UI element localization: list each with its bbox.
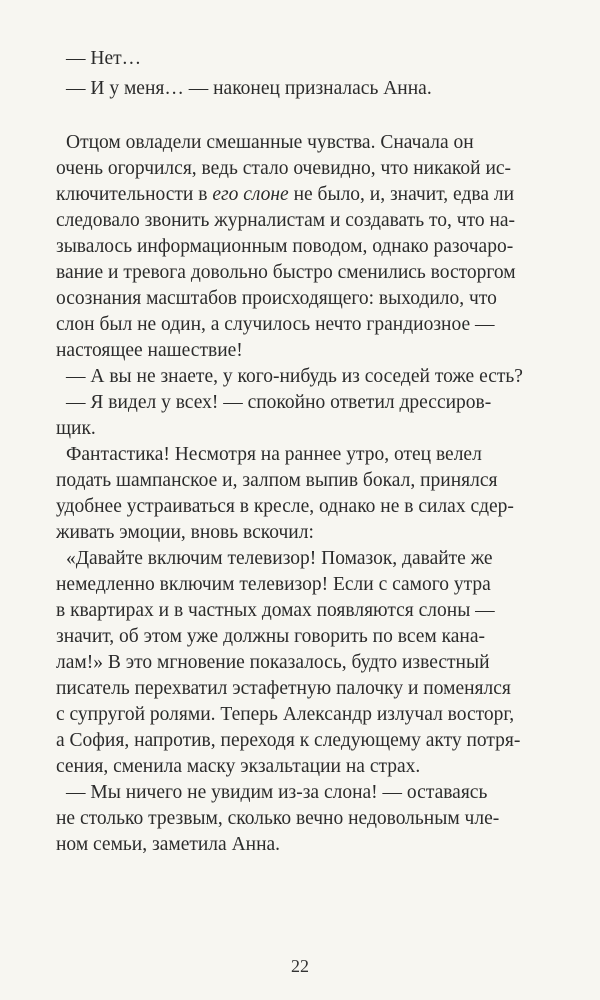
text-line: ном семьи, заметила Анна. bbox=[56, 834, 281, 855]
text-segment: не было, и, значит, едва ли bbox=[288, 184, 515, 205]
text-line: живать эмоции, вновь вскочил: bbox=[56, 522, 314, 543]
text-line: щик. bbox=[56, 418, 96, 439]
text-line: подать шампанское и, залпом выпив бокал, принялся bbox=[56, 470, 498, 491]
text-segment: ключительности в bbox=[56, 184, 213, 205]
text-line: удобнее устраиваться в кресле, однако не в силах сдер- bbox=[56, 496, 514, 517]
text-line: не столько трезвым, сколько вечно недовольным чле- bbox=[56, 808, 500, 829]
text-line: — А вы не знаете, у кого-нибудь из соседей тоже есть? bbox=[66, 366, 523, 387]
italic-phrase: его слоне bbox=[212, 184, 289, 205]
text-line: а София, напротив, переходя к следующему акту потря- bbox=[56, 730, 521, 751]
page-number: 22 bbox=[291, 956, 309, 976]
text-line: настоящее нашествие! bbox=[56, 340, 243, 361]
text-line: в квартирах и в частных домах появляются слоны — bbox=[56, 600, 495, 621]
text-line: — Мы ничего не увидим из-за слона! — оставаясь bbox=[66, 782, 488, 803]
text-line: значит, об этом уже должны говорить по всем кана- bbox=[56, 626, 485, 647]
text-line: следовало звонить журналистам и создавать то, что на- bbox=[56, 210, 516, 231]
text-line: немедленно включим телевизор! Если с самого утра bbox=[56, 574, 491, 595]
text-line: — Я видел у всех! — спокойно ответил дрессиров- bbox=[66, 392, 492, 413]
text-line: сения, сменила маску экзальтации на страх. bbox=[56, 756, 421, 777]
text-line-italic-mix bbox=[56, 182, 514, 208]
text-line: «Давайте включим телевизор! Помазок, давайте же bbox=[66, 548, 493, 569]
text-line: очень огорчился, ведь стало очевидно, что никакой ис- bbox=[56, 158, 512, 179]
text-line: Фантастика! Несмотря на раннее утро, отец велел bbox=[66, 444, 482, 465]
text-line: с супругой ролями. Теперь Александр излучал восторг, bbox=[56, 704, 515, 725]
text-line: — И у меня… — наконец призналась Анна. bbox=[66, 78, 432, 99]
text-line: вание и тревога довольно быстро сменились восторгом bbox=[56, 262, 516, 283]
text-line: Отцом овладели смешанные чувства. Сначала он bbox=[66, 132, 474, 153]
text-line: зывалось информационным поводом, однако разочаро- bbox=[56, 236, 514, 257]
text-line: — Нет… bbox=[66, 48, 142, 69]
text-line: лам!» В это мгновение показалось, будто известный bbox=[56, 652, 490, 673]
text-line: писатель перехватил эстафетную палочку и поменялся bbox=[56, 678, 511, 699]
text-line: осознания масштабов происходящего: выходило, что bbox=[56, 288, 497, 309]
text-line: слон был не один, а случилось нечто грандиозное — bbox=[56, 314, 495, 335]
